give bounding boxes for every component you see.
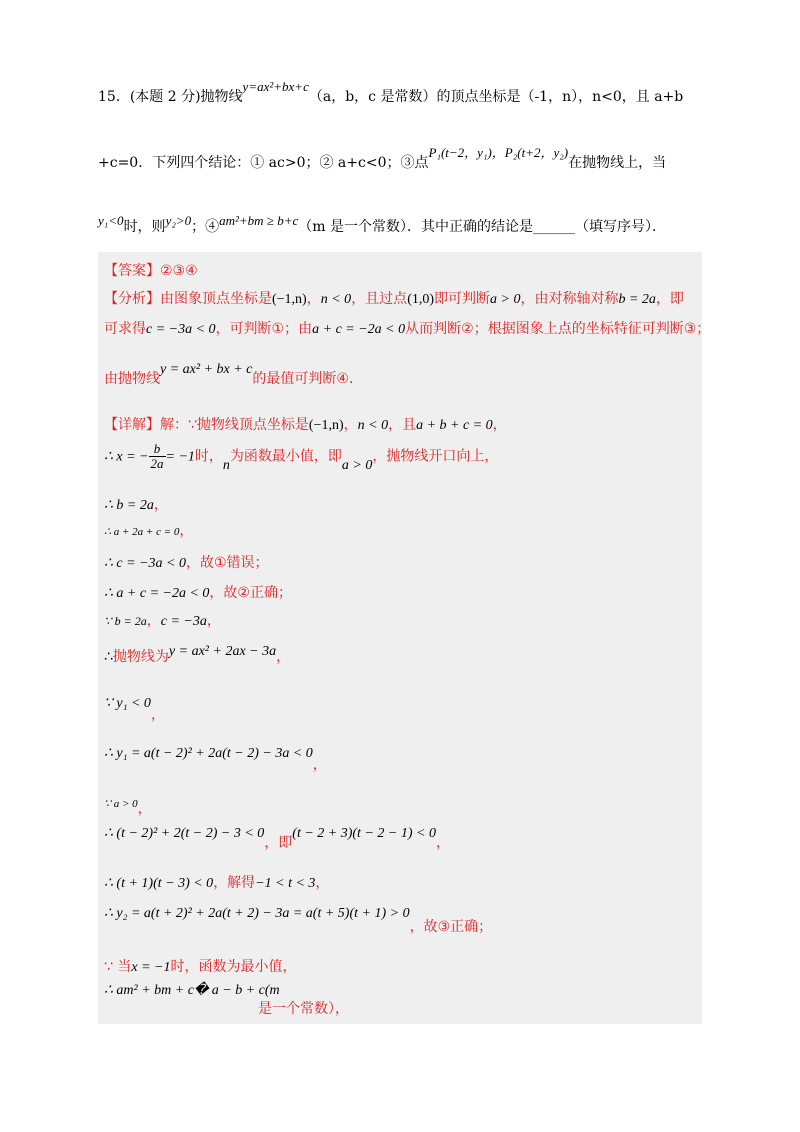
math: ∵ a > 0 [104,798,138,810]
fraction-numerator: b [149,442,166,457]
detail-text: ∵ 当 [104,959,132,975]
detail-text: 时，函数为最小值， [170,959,297,975]
fraction [149,442,166,471]
detail-line-1 [104,414,507,434]
math: ∴ (t − 2)² + 2(t − 2) − 3 < 0 [104,826,265,841]
math: ∴ a + c = −2a < 0 [104,586,210,601]
detail-line-2 [104,442,498,471]
math: a > 0 [341,457,373,473]
detail-line-6 [104,582,292,602]
detail-line-12 [104,822,450,851]
detail-text: ，故③正确； [409,919,493,935]
detail-text: 【详解】解：∵抛物线顶点坐标是 [104,417,309,433]
math: ∴ (t + 1)(t − 3) < 0 [104,876,214,891]
question-y1-cond: y₁<0 [98,213,124,228]
math: c = −3a [160,614,207,629]
detail-text: 抛物线为 [112,649,169,665]
detail-text: ， [312,757,327,773]
detail-text: ，即 [264,835,293,851]
detail-line-13 [104,872,329,892]
fraction-denominator: 2a [150,456,164,471]
question-conclusions-text: +c=0．下列四个结论：① ac>0；② a+c<0；③点 [98,155,429,171]
analysis-text: ， [306,291,321,307]
detail-text: ， [146,613,161,629]
detail-text: ， [492,417,507,433]
math: ∴ a + 2a + c = 0 [104,526,180,538]
question-line-2 [98,145,667,172]
math: ∴ y₁ = a(t − 2)² + 2a(t − 2) − 3a < 0 [104,746,313,761]
math: y = ax² + 2ax − 3a [168,644,277,659]
analysis-text: ，由对称轴对称 [520,291,619,307]
detail-text: ， [137,801,152,817]
analysis-line-3 [104,362,354,388]
detail-line-10 [104,742,327,773]
detail-line-16 [104,982,280,999]
detail-line-9 [104,692,165,723]
detail-line-5 [104,552,269,572]
question-parabola-eq: y=ax²+bx+c [242,79,309,94]
question-line-1 [98,79,684,106]
math: ∴ y₂ = a(t + 2)² + 2a(t + 2) − 3a = a(t + 5)(t + 1) > 0 [104,906,410,921]
question-line-3 [98,213,666,236]
detail-line-3 [104,494,168,514]
math: a > 0 [490,292,521,307]
math: x = −1 [131,960,171,975]
detail-text: ， [343,417,358,433]
detail-text: 时， [194,448,223,465]
question-item4: ；④ [191,219,220,235]
question-then-text: 时，则 [123,219,166,235]
math: ∴ am² + bm + c� a − b + c(m [104,983,280,998]
math: (1,0) [407,292,435,307]
math: y = ax² + bx + c [160,362,253,377]
question-number: 15．(本题 2 分)抛物线 [98,89,243,105]
detail-text: ，故②正确； [209,585,292,601]
question-points: P₁(t−2，y₁)，P₂(t+2，y₂) [428,145,569,160]
detail-text: ， [153,497,168,513]
analysis-text: ，即 [655,291,684,307]
math: a + c = −2a < 0 [312,322,406,337]
math: −1 < t < 3 [255,876,316,891]
math: a + b + c = 0 [416,418,493,433]
detail-line-14 [104,902,493,935]
analysis-line-2 [104,318,710,338]
detail-text: ， [179,523,194,539]
detail-text: ， [435,835,450,851]
question-on-parabola: 在抛物线上，当 [568,155,667,171]
answer-label: 【答案】②③④ [104,263,198,279]
analysis-text: 【分析】由图象顶点坐标是 [104,291,272,307]
therefore-symbol: ∴ [104,649,113,665]
question-vertex-text: （a，b，c 是常数）的顶点坐标是（-1，n），n<0，且 a+b [308,89,684,105]
math: (t − 2 + 3)(t − 2 − 1) < 0 [292,826,436,841]
detail-line-7 [104,610,221,630]
math: ∴ x = − [104,449,149,465]
analysis-text: 从而判断②；根据图象上点的坐标特征可判断③； [405,321,711,337]
question-ineq: am²+bm ≥ b+c [219,213,299,228]
analysis-text: ，可判断①；由 [215,321,313,337]
detail-line-15 [104,956,296,976]
math: c = −3a < 0 [146,322,216,337]
analysis-line-1 [104,288,684,308]
question-tail: （m 是一个常数）．其中正确的结论是______（填写序号）． [298,219,666,235]
detail-text: ， [206,613,221,629]
question-y2-cond: y₂>0 [165,213,192,228]
math: ∵ b = 2a [104,614,147,628]
detail-text: 是一个常数）， [258,1001,349,1017]
analysis-text: 即可判断 [434,291,491,307]
math: n < 0 [357,418,389,433]
detail-line-4 [104,520,193,540]
math: ∴ c = −3a < 0 [104,556,186,571]
detail-text: ，且 [388,417,417,433]
math: n < 0 [320,292,352,307]
math: (−1,n) [272,292,307,307]
analysis-text: ，且过点 [351,291,408,307]
detail-line-8 [104,646,290,666]
math: ∴ b = 2a [104,498,154,513]
analysis-text: 的最值可判断④. [252,371,354,387]
detail-text: ， [276,649,291,665]
detail-text: ， [150,707,165,723]
analysis-text: 可求得 [104,321,146,337]
detail-text: 为函数最小值，即 [229,448,342,465]
detail-text: ，故①错误； [185,555,269,571]
math: n [222,457,230,473]
detail-line-11 [104,792,152,817]
detail-text: ，解得 [213,875,256,891]
detail-text: ， [315,875,330,891]
math: (−1,n) [308,418,344,433]
analysis-text: 由抛物线 [104,371,160,387]
math: = −1 [165,449,195,465]
detail-text: ，抛物线开口向上， [372,448,499,465]
detail-line-17 [258,998,349,1018]
math: ∵ y₁ < 0 [104,696,151,711]
math: b = 2a [618,292,656,307]
